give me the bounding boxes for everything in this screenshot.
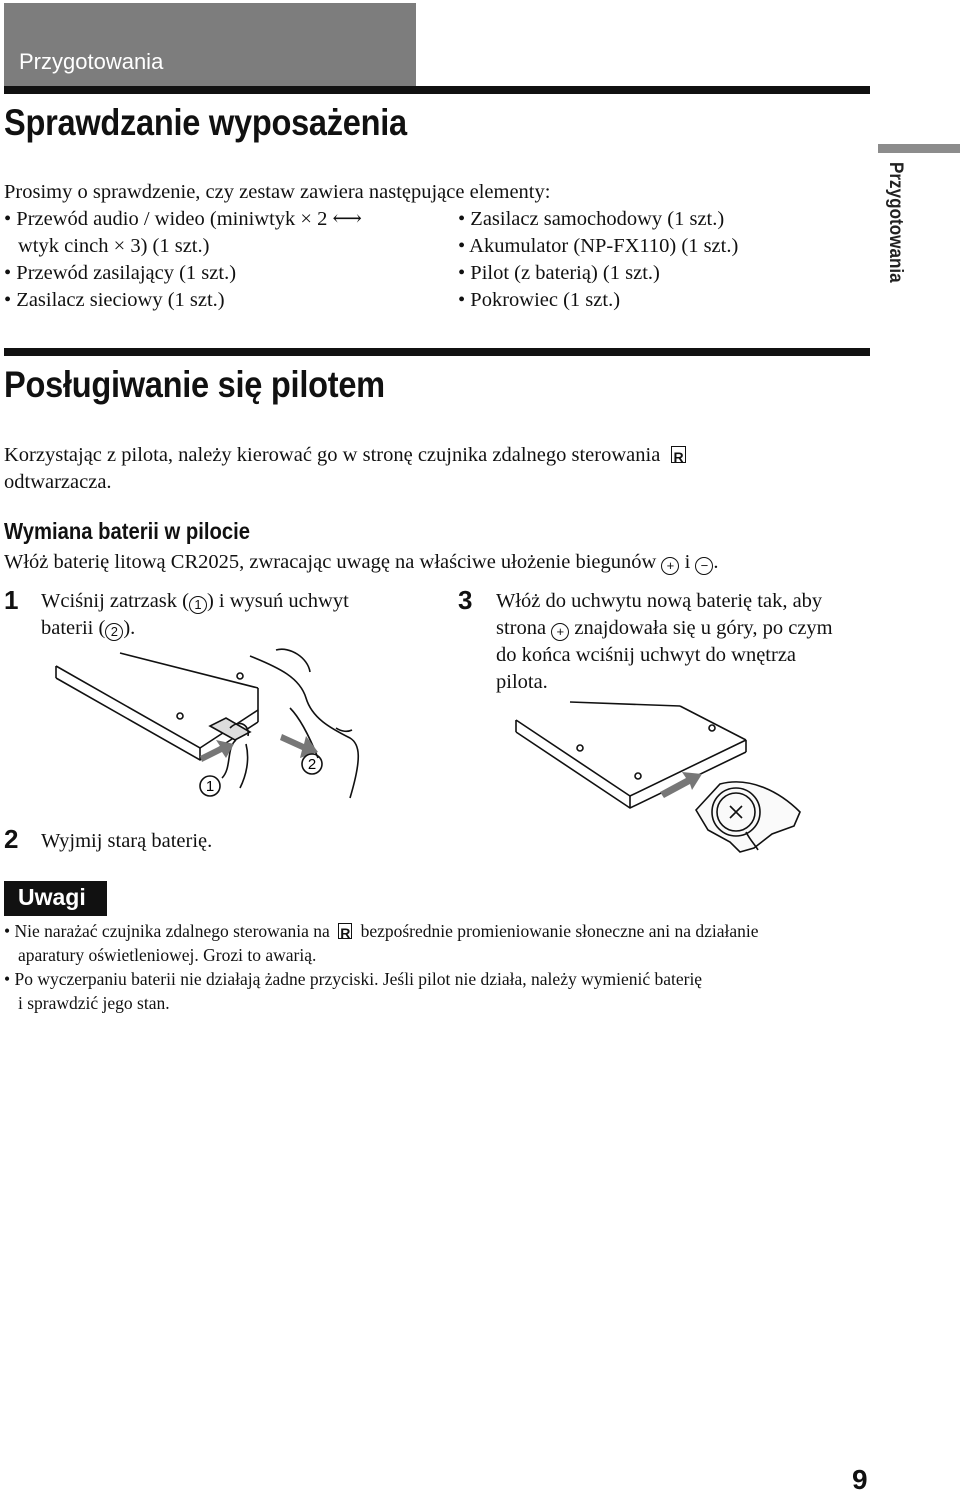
note-1-line1 — [4, 919, 759, 943]
step2-text: Wyjmij starą baterię. — [41, 830, 213, 852]
step1-text: ). — [123, 617, 136, 639]
remote-intro — [4, 442, 686, 469]
step-number: 2 — [4, 824, 19, 854]
battery-instruction-and: i — [684, 551, 691, 573]
step3-line3: do końca wciśnij uchwyt do wnętrza — [496, 644, 797, 666]
accessory-item: • Pilot (z baterią) (1 szt.) — [458, 262, 660, 284]
note-2-line2: i sprawdzić jego stan. — [18, 993, 170, 1013]
note-2-line1: • Po wyczerpaniu baterii nie działają żadne przyciski. Jeśli pilot nie działa, należy wymienić baterię — [4, 969, 703, 989]
step3-line4: pilota. — [496, 671, 548, 693]
figure-remove-battery-holder — [50, 648, 370, 808]
section-tab-label: Przygotowania — [19, 49, 164, 74]
plus-pole-icon: + — [551, 623, 569, 641]
notes-label: Uwagi — [18, 884, 86, 910]
section-tab — [4, 3, 416, 86]
notes-label-box — [4, 881, 107, 916]
side-tab-label: Przygotowania — [885, 162, 906, 283]
step1-text: ) i wysuń uchwyt — [206, 590, 349, 612]
remote-sensor-icon — [671, 446, 686, 463]
step-number: 3 — [458, 585, 473, 615]
step1-text: Wciśnij zatrzask ( — [41, 590, 189, 612]
page-number: 9 — [852, 1464, 868, 1495]
remote-sensor-icon — [338, 923, 352, 939]
step3-line2 — [496, 615, 833, 642]
side-tab-bar — [878, 144, 960, 153]
step1-line1 — [41, 588, 349, 615]
plus-pole-icon: + — [661, 557, 679, 575]
accessory-item-cont: wtyk cinch × 3) (1 szt.) — [18, 235, 210, 257]
section-title-accessories: Sprawdzanie wyposażenia — [4, 102, 407, 143]
accessory-item: • Zasilacz samochodowy (1 szt.) — [458, 208, 725, 230]
remote-intro-text: Korzystając z pilota, należy kierować go w stronę czujnika zdalnego sterowania — [4, 444, 661, 466]
accessory-item: • Akumulator (NP-FX110) (1 szt.) — [458, 235, 739, 257]
note-1-line2: aparatury oświetleniowej. Grozi to awarią. — [18, 945, 317, 965]
step-number: 1 — [4, 585, 19, 615]
step1-line2 — [41, 615, 135, 642]
figure-callout-label: 2 — [307, 756, 317, 773]
step3-text: strona — [496, 617, 547, 639]
section-title-remote: Posługiwanie się pilotem — [4, 364, 385, 405]
battery-instruction-end: . — [713, 551, 719, 573]
section-rule — [4, 348, 870, 356]
callout-1-icon: 1 — [189, 596, 207, 614]
step3-line1: Włóż do uchwytu nową baterię tak, aby — [496, 590, 823, 612]
top-rule — [4, 86, 870, 94]
accessory-item: • Pokrowiec (1 szt.) — [458, 289, 621, 311]
accessory-item: • Przewód zasilający (1 szt.) — [4, 262, 237, 284]
accessory-item: • Zasilacz sieciowy (1 szt.) — [4, 289, 225, 311]
figure-insert-battery — [510, 700, 810, 860]
remote-intro-cont: odtwarzacza. — [4, 471, 112, 493]
accessories-intro: Prosimy o sprawdzenie, czy zestaw zawiera następujące elementy: — [4, 181, 551, 203]
minus-pole-icon: − — [695, 557, 713, 575]
step1-text: baterii ( — [41, 617, 106, 639]
battery-instruction-text: Włóż baterię litową CR2025, zwracając uwagę na właściwe ułożenie biegunów — [4, 551, 657, 573]
figure-callout-label: 1 — [205, 778, 215, 795]
callout-2-icon: 2 — [105, 623, 123, 641]
subsection-title: Wymiana baterii w pilocie — [4, 518, 250, 544]
accessory-item: • Przewód audio / wideo (miniwtyk × 2 ⟷ — [4, 208, 362, 230]
note-text: • Nie narażać czujnika zdalnego sterowania na — [4, 921, 330, 941]
step3-text: znajdowała się u góry, po czym — [574, 617, 833, 639]
note-text: bezpośrednie promieniowanie słoneczne ani na działanie — [360, 921, 759, 941]
battery-instruction — [4, 549, 719, 576]
